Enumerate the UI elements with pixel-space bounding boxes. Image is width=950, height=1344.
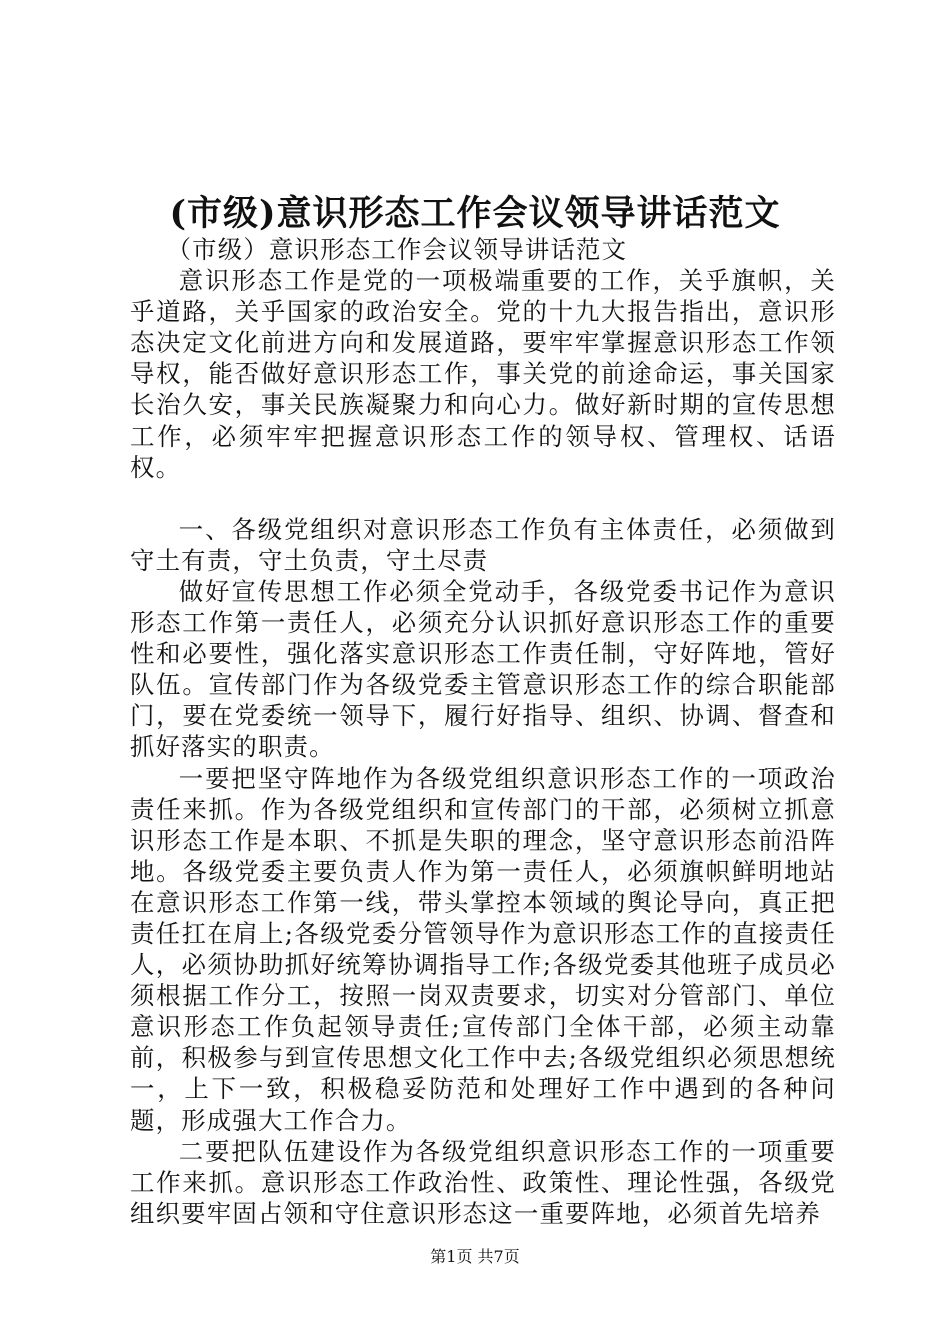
document-title: (市级)意识形态工作会议领导讲话范文	[169, 193, 781, 234]
paragraph: 二要把队伍建设作为各级党组织意识形态工作的一项重要工作来抓。意识形态工作政治性、政策性、理论性强，各级党组织要牢固占领和守住意识形态这一重要阵地，必须首先培养	[130, 1136, 836, 1228]
document-subtitle: （市级）意识形态工作会议领导讲话范文	[166, 235, 628, 264]
paragraph-intro: 意识形态工作是党的一项极端重要的工作，关乎旗帜，关乎道路，关乎国家的政治安全。党的十九大报告指出，意识形态决定文化前进方向和发展道路，要牢牢掌握意识形态工作领导权，能否做好意识形态工作，事关党的前途命运，事关国家长治久安，事关民族凝聚力和向心力。做好新时期的宣传思想工作，必须牢牢把握意识形态工作的领导权、管理权、话语权。	[130, 266, 836, 482]
paragraph: 一要把坚守阵地作为各级党组织意识形态工作的一项政治责任来抓。作为各级党组织和宣传部门的干部，必须树立抓意识形态工作是本职、不抓是失职的理念，坚守意识形态前沿阵地。各级党委主要负责人作为第一责任人，必须旗帜鲜明地站在意识形态工作第一线，带头掌控本领域的舆论导向，真正把责任扛在肩上;各级党委分管领导作为意识形态工作的直接责任人，必须协助抓好统筹协调指导工作;各级党委其他班子成员必须根据工作分工，按照一岗双责要求，切实对分管部门、单位意识形态工作负起领导责任;宣传部门全体干部，必须主动靠前，积极参与到宣传思想文化工作中去;各级党组织必须思想统一，上下一致，积极稳妥防范和处理好工作中遇到的各种问题，形成强大工作合力。	[130, 763, 836, 1135]
paragraph-spacer	[130, 483, 836, 514]
section-heading-1: 一、各级党组织对意识形态工作负有主体责任，必须做到守土有责，守土负责，守土尽责	[130, 514, 836, 575]
paragraph: 做好宣传思想工作必须全党动手，各级党委书记作为意识形态工作第一责任人，必须充分认识抓好意识形态工作的重要性和必要性，强化落实意识形态工作责任制，守好阵地，管好队伍。宣传部门作为各级党委主管意识形态工作的综合职能部门，要在党委统一领导下，履行好指导、组织、协调、督查和抓好落实的职责。	[130, 576, 836, 762]
page-footer: 第1页 共7页	[430, 1247, 520, 1266]
document-body	[130, 234, 836, 1229]
